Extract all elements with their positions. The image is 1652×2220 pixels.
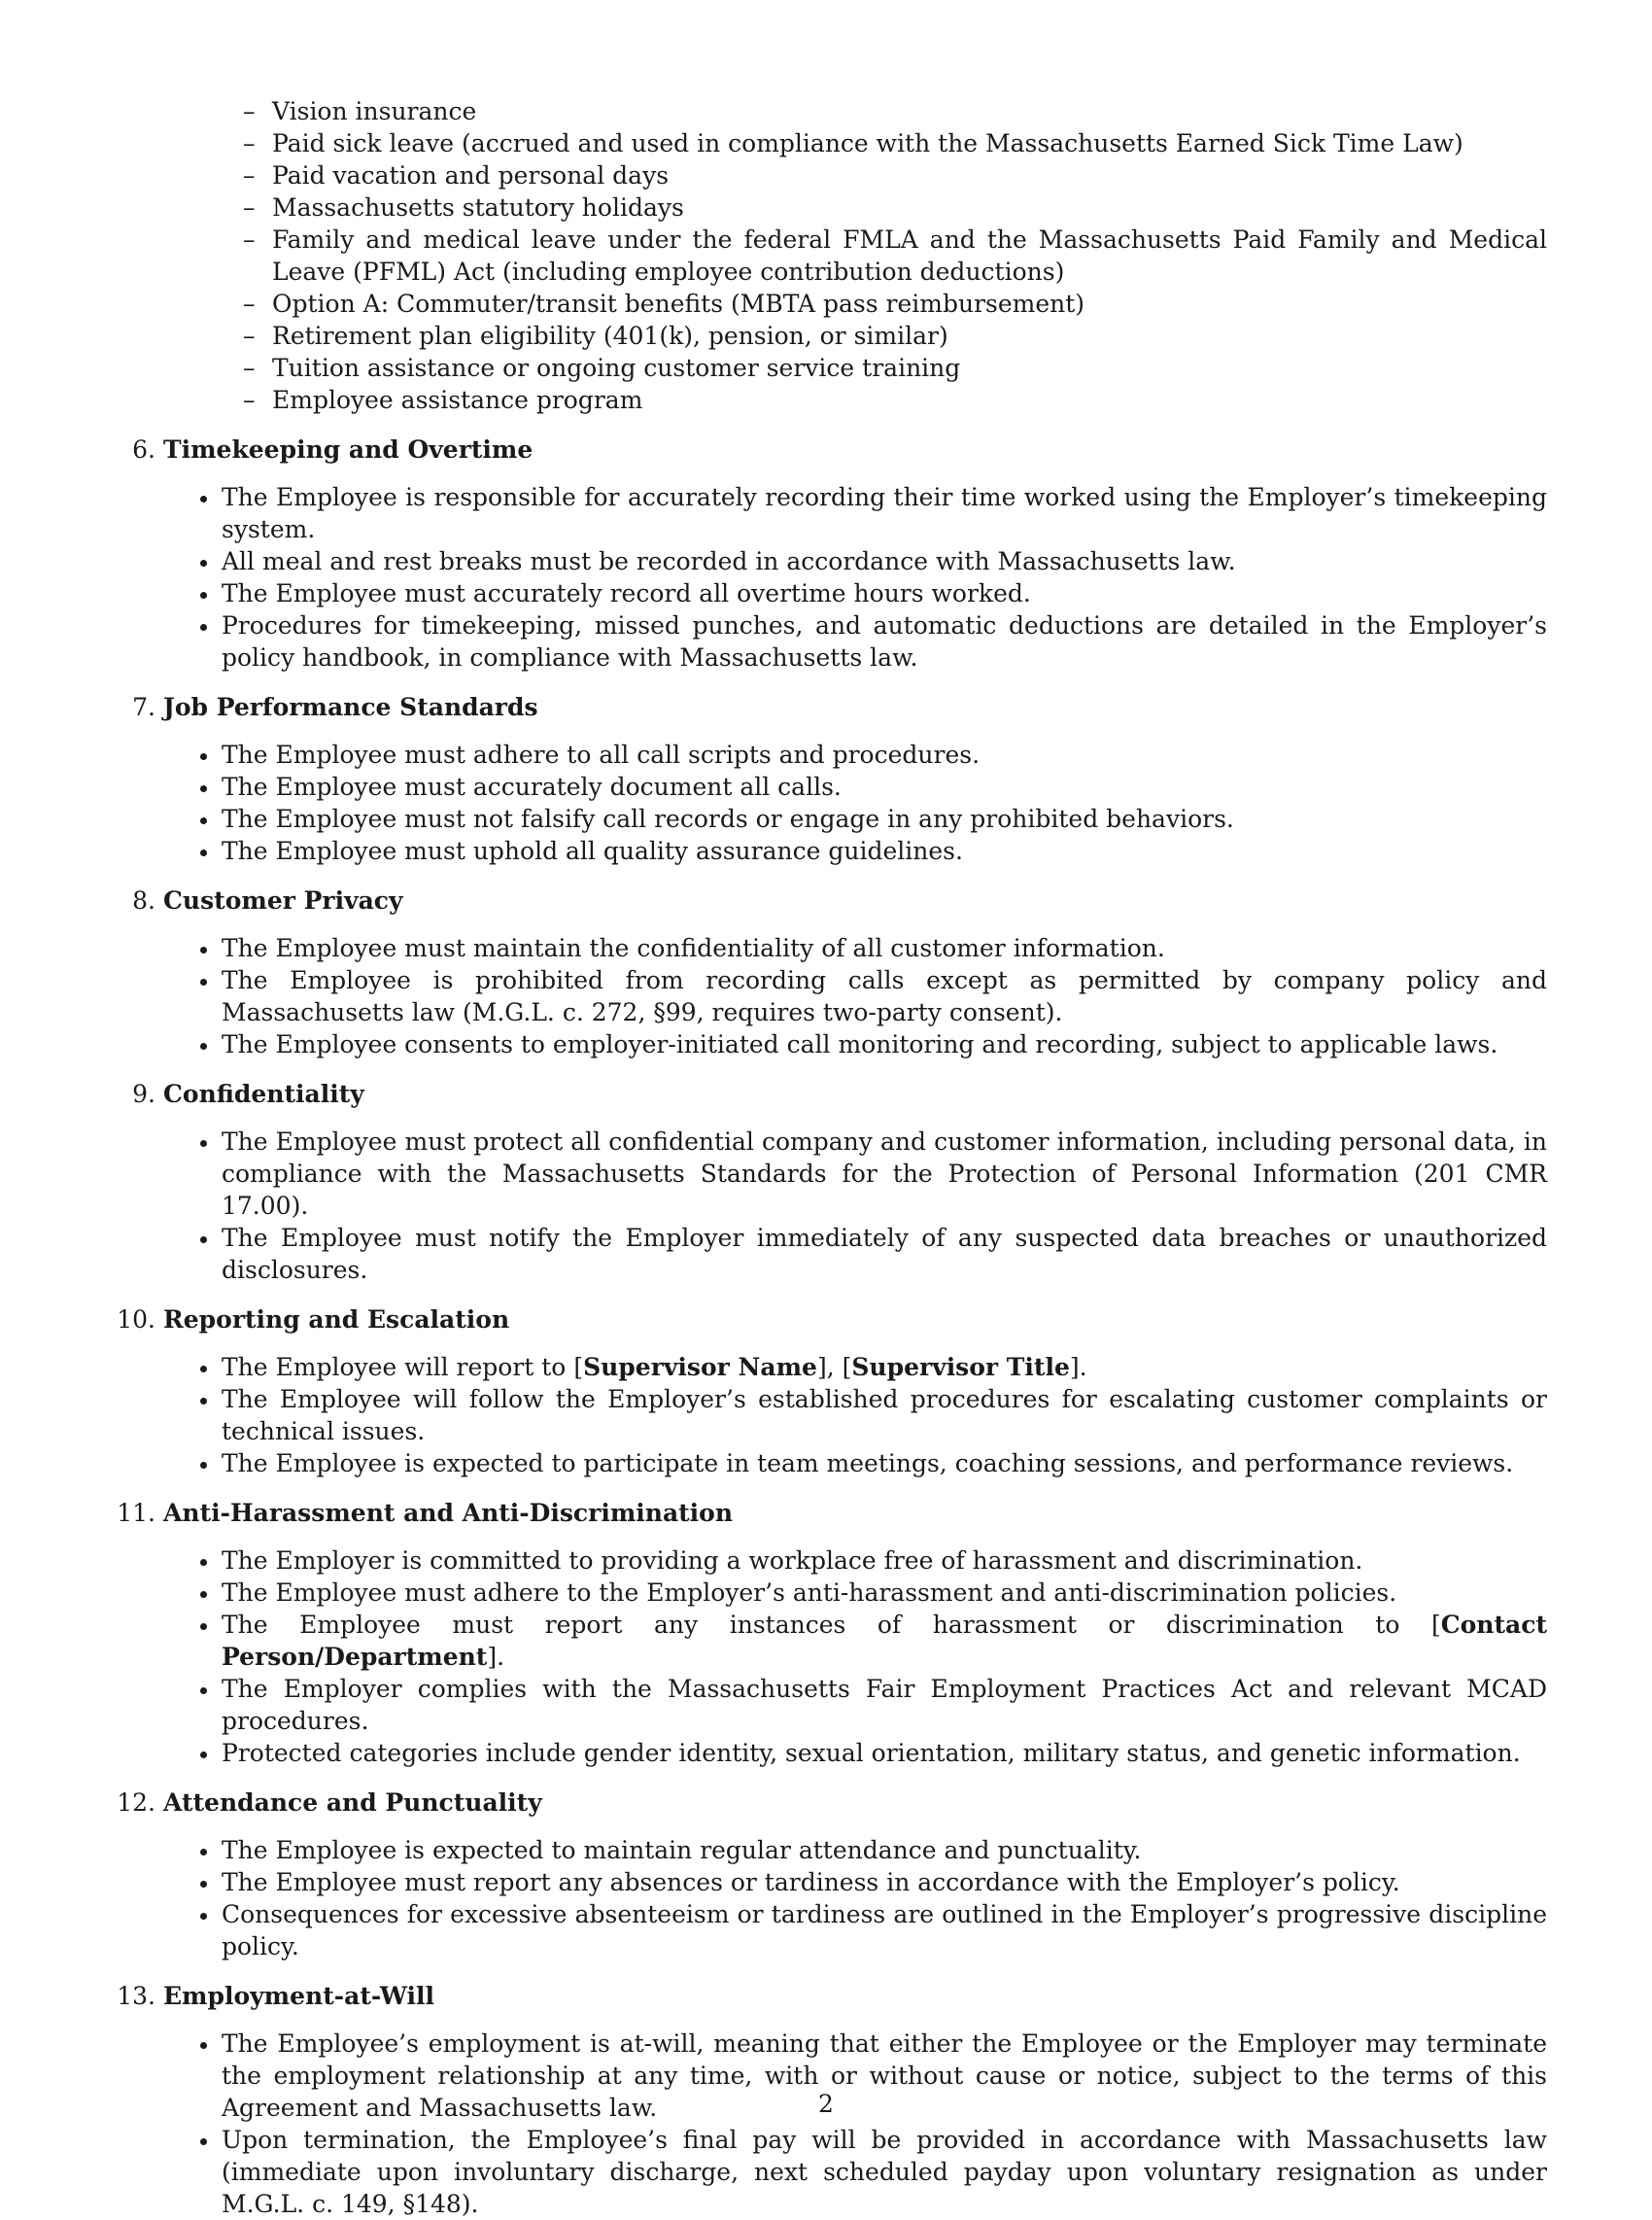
bullet-text: The Employee must maintain the confidentiality of all customer information. <box>222 934 1165 962</box>
section-number: 9. <box>132 1080 155 1108</box>
bullet-dot-icon <box>200 1752 207 1758</box>
bullet-text: The Employee’s employment is at-will, meaning that either the Employee or the Employer may terminate the employment relationship at any time, with or without cause or notice, subject to the terms of this Agreement and Massachusetts law. <box>222 2029 1547 2122</box>
bullet-text: The Employee is responsible for accurately recording their time worked using the Employer’s timekeeping system. <box>222 483 1547 543</box>
bullet-dot-icon <box>200 2042 207 2049</box>
benefit-item <box>243 127 1547 159</box>
section-heading <box>117 1980 1547 2012</box>
bullet-dot-icon <box>200 624 207 631</box>
section-title: Job Performance Standards <box>163 693 538 721</box>
section-title: Confidentiality <box>163 1080 364 1108</box>
bullet-dot-icon <box>200 1462 207 1469</box>
bullet-dot-icon <box>200 850 207 856</box>
bullet-item <box>222 1222 1547 1286</box>
benefit-text: Vision insurance <box>272 97 477 125</box>
dash-marker: – <box>243 129 256 157</box>
bullet-dot-icon <box>200 592 207 599</box>
benefit-text: Retirement plan eligibility (401(k), pension, or similar) <box>272 322 948 350</box>
section-title: Attendance and Punctuality <box>163 1788 542 1817</box>
document-body <box>117 95 1547 2220</box>
bullet-text: The Employee is expected to participate in team meetings, coaching sessions, and performance reviews. <box>222 1449 1514 1477</box>
bullet-text: Protected categories include gender identity, sexual orientation, military status, and genetic information. <box>222 1739 1521 1767</box>
bullet-item <box>222 481 1547 545</box>
bullet-list <box>163 1126 1547 1286</box>
bullet-text: Procedures for timekeeping, missed punches, and automatic deductions are detailed in the Employer’s policy handbook, in compliance with Massachusetts law. <box>222 611 1547 672</box>
section-6 <box>132 434 1547 674</box>
bullet-dot-icon <box>200 1043 207 1050</box>
bullet-text: The Employee will follow the Employer’s established procedures for escalating customer complaints or technical issues. <box>222 1385 1547 1445</box>
section-title: Customer Privacy <box>163 886 403 915</box>
bullet-item <box>222 1834 1547 1866</box>
dash-marker: – <box>243 354 256 382</box>
benefit-text: Paid vacation and personal days <box>272 161 670 190</box>
section-heading <box>132 691 1547 723</box>
section-heading <box>117 1497 1547 1529</box>
section-heading <box>132 885 1547 917</box>
section-7 <box>132 691 1547 867</box>
section-8 <box>132 885 1547 1060</box>
dash-marker: – <box>243 97 256 125</box>
bullet-item <box>222 1609 1547 1673</box>
section-title: Timekeeping and Overtime <box>163 435 533 464</box>
benefit-item <box>243 224 1547 288</box>
dash-marker: – <box>243 322 256 350</box>
benefit-text: Paid sick leave (accrued and used in compliance with the Massachusetts Earned Sick Time Law) <box>272 129 1463 157</box>
bullet-dot-icon <box>200 1559 207 1566</box>
benefit-item <box>243 352 1547 384</box>
bullet-list <box>163 739 1547 867</box>
bullet-item <box>222 1577 1547 1609</box>
bullet-item <box>222 932 1547 964</box>
bullet-dot-icon <box>200 1140 207 1147</box>
bullet-dot-icon <box>200 1881 207 1888</box>
section-number: 8. <box>132 886 155 915</box>
bullet-dot-icon <box>200 753 207 760</box>
bullet-text: The Employee must notify the Employer immediately of any suspected data breaches or unauthorized disclosures. <box>222 1224 1547 1284</box>
section-12 <box>117 1786 1547 1962</box>
bullet-item <box>222 609 1547 674</box>
benefits-list <box>163 95 1547 416</box>
bullet-dot-icon <box>200 1236 207 1243</box>
bullet-dot-icon <box>200 785 207 792</box>
bullet-item <box>222 1383 1547 1447</box>
bullet-item <box>222 771 1547 803</box>
bullet-dot-icon <box>200 1687 207 1694</box>
bullet-item <box>222 1028 1547 1060</box>
bullet-item <box>222 1866 1547 1898</box>
section-number: 11. <box>117 1499 155 1527</box>
dash-marker: – <box>243 386 256 414</box>
bullet-list <box>163 932 1547 1060</box>
benefit-text: Employee assistance program <box>272 386 643 414</box>
benefit-item <box>243 191 1547 224</box>
bullet-dot-icon <box>200 947 207 954</box>
section-number: 13. <box>117 1982 155 2010</box>
bullet-item <box>222 739 1547 771</box>
bullet-dot-icon <box>200 1849 207 1856</box>
bullet-item <box>222 1447 1547 1479</box>
bullet-text: The Employee must accurately record all overtime hours worked. <box>222 579 1031 607</box>
dash-marker: – <box>243 225 256 254</box>
bullet-dot-icon <box>200 1623 207 1630</box>
bullet-dot-icon <box>200 1591 207 1598</box>
benefit-item <box>243 95 1547 127</box>
bullet-text: The Employee consents to employer-initiated call monitoring and recording, subject to applicable laws. <box>222 1030 1498 1058</box>
dash-marker: – <box>243 161 256 190</box>
bullet-text: The Employee is expected to maintain regular attendance and punctuality. <box>222 1836 1142 1864</box>
bullet-item <box>222 835 1547 867</box>
bullet-dot-icon <box>200 1366 207 1372</box>
bullet-text: The Employee must adhere to the Employer’s anti-harassment and anti-discrimination policies. <box>222 1578 1397 1607</box>
section-heading <box>132 1078 1547 1110</box>
benefit-item <box>243 384 1547 416</box>
bullet-item <box>222 1898 1547 1962</box>
section-number: 6. <box>132 435 155 464</box>
bullet-item <box>222 1351 1547 1383</box>
bullet-dot-icon <box>200 1913 207 1920</box>
bullet-list <box>163 2028 1547 2220</box>
bullet-list <box>163 1544 1547 1769</box>
bullet-list <box>163 1351 1547 1479</box>
section-title: Reporting and Escalation <box>163 1305 510 1334</box>
bullet-text: The Employee must uphold all quality assurance guidelines. <box>222 837 963 865</box>
bullet-dot-icon <box>200 2138 207 2145</box>
bullet-item <box>222 545 1547 577</box>
bullet-text: The Employee must report any instances of harassment or discrimination to [Contact Person/Department]. <box>222 1611 1547 1671</box>
bullet-item <box>222 1544 1547 1577</box>
bullet-text: The Employee must adhere to all call scripts and procedures. <box>222 741 981 769</box>
bullet-text: The Employee must not falsify call records or engage in any prohibited behaviors. <box>222 805 1234 833</box>
bullet-text: Upon termination, the Employee’s final pay will be provided in accordance with Massachusetts law (immediate upon involuntary discharge, next scheduled payday upon voluntary resignation as under M.G.L. c. 149, §148). <box>222 2126 1547 2218</box>
sections-container <box>117 434 1547 2220</box>
bullet-text: The Employee must protect all confidential company and customer information, including personal data, in compliance with the Massachusetts Standards for the Protection of Personal Information (201 CMR 17.00). <box>222 1127 1547 1220</box>
bullet-text: Consequences for excessive absenteeism or tardiness are outlined in the Employer’s progressive discipline policy. <box>222 1900 1547 1960</box>
bullet-list <box>163 481 1547 674</box>
bullet-list <box>163 1834 1547 1962</box>
bullet-text: The Employee will report to [Supervisor Name], [Supervisor Title]. <box>222 1353 1087 1381</box>
benefit-text: Family and medical leave under the federal FMLA and the Massachusetts Paid Family and Medical Leave (PFML) Act (including employee contribution deductions) <box>272 225 1547 286</box>
section-number: 12. <box>117 1788 155 1817</box>
benefit-text: Option A: Commuter/transit benefits (MBTA pass reimbursement) <box>272 290 1085 318</box>
bullet-dot-icon <box>200 496 207 503</box>
bullet-dot-icon <box>200 560 207 567</box>
section-number: 10. <box>117 1305 155 1334</box>
bullet-text: The Employer is committed to providing a workplace free of harassment and discrimination. <box>222 1546 1363 1575</box>
section-number: 7. <box>132 693 155 721</box>
bullet-item <box>222 1673 1547 1737</box>
section-9 <box>132 1078 1547 1286</box>
section-title: Employment-at-Will <box>163 1982 435 2010</box>
bullet-item <box>222 964 1547 1028</box>
bullet-item <box>222 803 1547 835</box>
page-number: 2 <box>818 2090 834 2118</box>
benefit-item <box>243 320 1547 352</box>
bullet-text: All meal and rest breaks must be recorded in accordance with Massachusetts law. <box>222 547 1236 575</box>
bullet-item <box>222 1737 1547 1769</box>
bullet-dot-icon <box>200 1398 207 1405</box>
benefit-text: Tuition assistance or ongoing customer service training <box>272 354 961 382</box>
bullet-text: The Employee must report any absences or tardiness in accordance with the Employer’s policy. <box>222 1868 1400 1896</box>
dash-marker: – <box>243 290 256 318</box>
bullet-item <box>222 1126 1547 1222</box>
bullet-dot-icon <box>200 979 207 986</box>
bullet-text: The Employee is prohibited from recording calls except as permitted by company policy and Massachusetts law (M.G.L. c. 272, §99, requires two-party consent). <box>222 966 1547 1026</box>
benefit-item <box>243 288 1547 320</box>
section-11 <box>117 1497 1547 1769</box>
section-10 <box>117 1303 1547 1479</box>
dash-marker: – <box>243 193 256 222</box>
section-title: Anti-Harassment and Anti-Discrimination <box>163 1499 734 1527</box>
bullet-dot-icon <box>200 817 207 824</box>
section-heading <box>117 1786 1547 1819</box>
benefit-text: Massachusetts statutory holidays <box>272 193 684 222</box>
section-heading <box>132 434 1547 466</box>
benefit-item <box>243 159 1547 191</box>
bullet-item <box>222 577 1547 609</box>
bullet-text: The Employee must accurately document all calls. <box>222 773 842 801</box>
section-heading <box>117 1303 1547 1335</box>
bullet-text: The Employer complies with the Massachusetts Fair Employment Practices Act and relevant MCAD procedures. <box>222 1675 1547 1735</box>
